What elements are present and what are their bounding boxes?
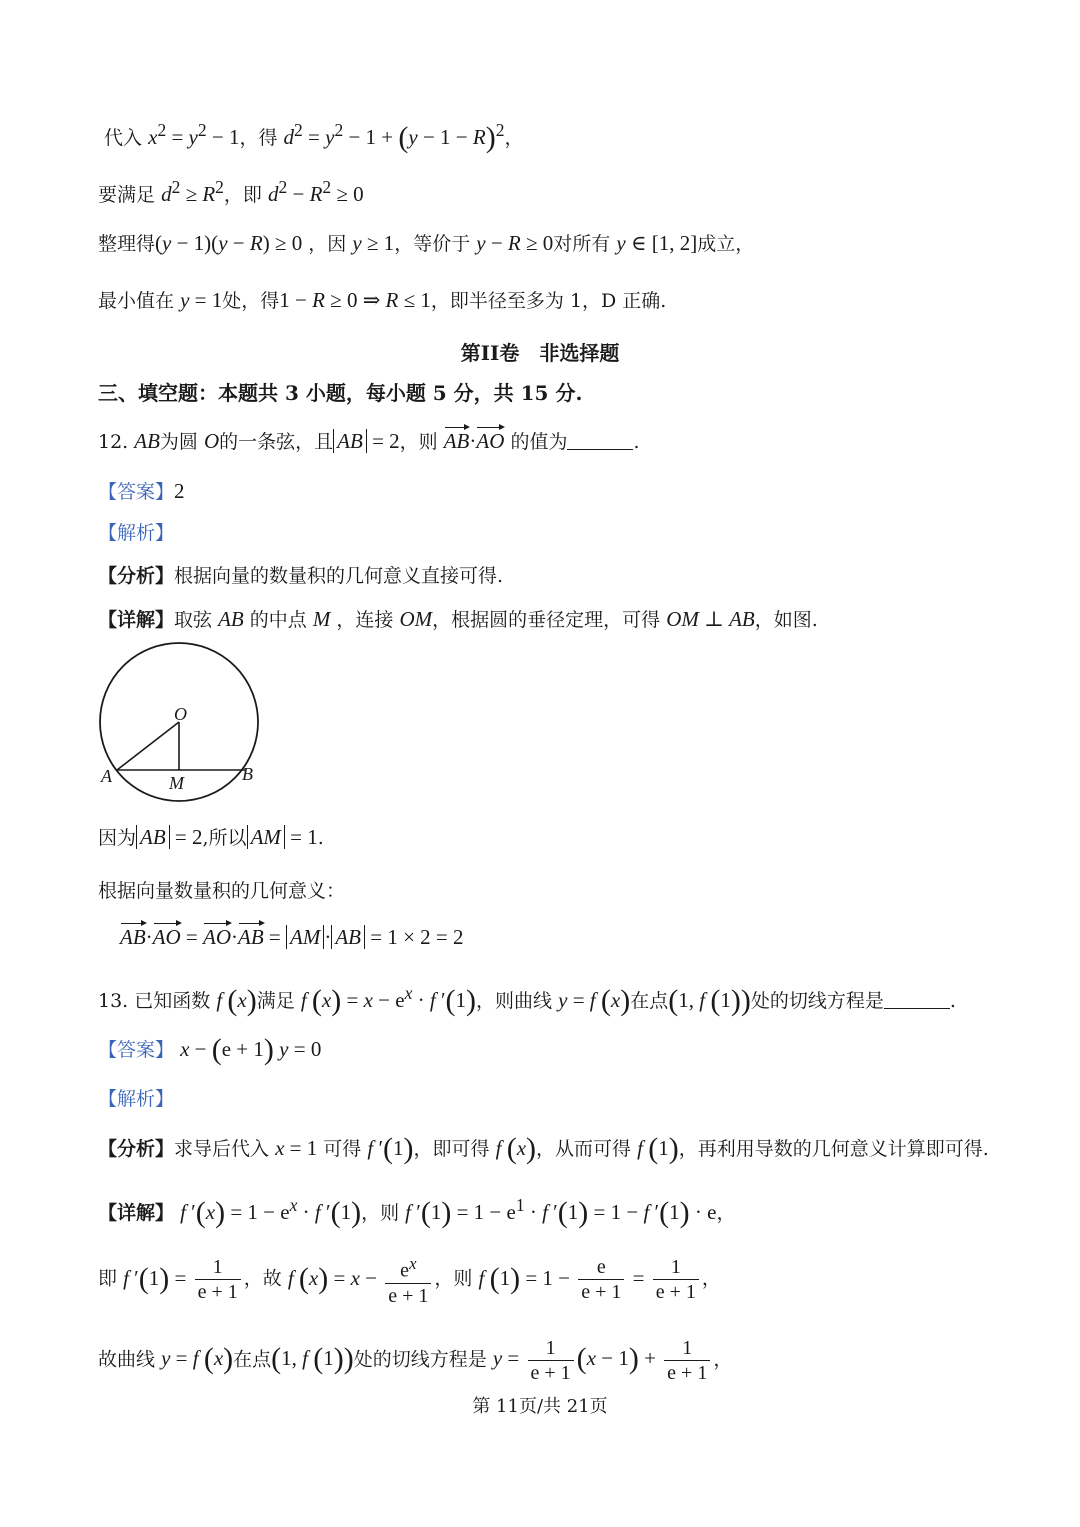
text: ，如图. <box>754 609 818 631</box>
text: 整理得 <box>98 233 156 255</box>
question-number: 13. <box>98 990 129 1012</box>
page-footer: 第 11页/共 21页 <box>472 1396 608 1417</box>
formula: (y − 1)(y − R) ≥ 0 <box>155 231 303 255</box>
formula: AM = 1 <box>247 825 318 849</box>
q12-analysis-tag: 【解析】 <box>98 522 175 544</box>
text: ，则曲线 <box>476 990 553 1012</box>
text: 即 <box>98 1267 118 1290</box>
q13-fenxi <box>98 1132 990 1165</box>
formula: f ′(1) = $\frac{1}{e + 1}$ <box>123 1266 244 1290</box>
q12-because: 因为 AB = 2,所以 AM = 1. <box>98 825 324 849</box>
answer-tag: 【答案】 <box>98 1039 175 1061</box>
q12-answer <box>98 478 990 505</box>
text: 根据向量的数量积的几何意义直接可得. <box>174 565 504 587</box>
formula: y − R ≥ 0 <box>476 231 554 255</box>
formula: M <box>312 607 331 631</box>
text: ，等价于 <box>394 233 471 255</box>
answer-value: 2 <box>174 479 185 503</box>
text: 处的切线方程是 <box>750 990 884 1012</box>
text: 取弦 <box>174 609 213 631</box>
question-12: 12. AB为圆 O的一条弦，且 AB = 2，则 AB·AO 的值为 . <box>98 429 640 453</box>
formula: y = f (x) <box>161 1342 234 1376</box>
q13-xiangjie: 【详解】 f $'(x) = 1 - e^x \cdot f$ ′(1)，则 f $'(1) = 1 - e^1 \cdot f$ ′(1) = 1 − f ′(1) · e， <box>98 1195 736 1229</box>
formula: x − (e + 1) y = 0 <box>180 1033 322 1066</box>
text: 满足 <box>256 990 295 1012</box>
text: ，再利用导数的几何意义计算即可得. <box>678 1138 989 1160</box>
formula: y = 1 <box>180 288 223 312</box>
formula: f (x) <box>216 984 257 1017</box>
formula: AB <box>134 429 160 453</box>
text: 的中点 <box>249 609 307 631</box>
label-a: A <box>101 766 112 786</box>
formula: 1 − R ≥ 0 ⇒ R ≤ 1 <box>279 288 431 312</box>
formula: y ≥ 1 <box>352 231 395 255</box>
q13-final: 故曲线 y = f (x)在点(1, f (1))处的切线方程是 y = $\frac{1}{e + 1}$ (x − 1) + $\frac{1}{e + 1}$ ， <box>98 1337 733 1384</box>
text: ，即可得 <box>413 1138 490 1160</box>
text: 因为 <box>98 827 137 849</box>
q13-answer <box>98 1033 990 1066</box>
formula: f $'(x) = 1 - e^x \cdot f$ ′(1) <box>180 1195 362 1229</box>
formula: f $(x) = x - e^x \cdot f$ ′(1) <box>300 983 477 1017</box>
text: ，即半径至多为 1，D 正确. <box>430 290 667 312</box>
formula: f (1) = 1 − $\frac{e}{e + 1}$ = $\frac{1}{e + 1}$ <box>478 1266 701 1290</box>
formula: f ′(1) <box>367 1132 414 1165</box>
section-heading: 三、填空题：本题共 3 小题，每小题 5 分，共 15 分. <box>98 381 583 405</box>
text: 的值为 <box>510 431 568 453</box>
formula: $d^2 \ge R^2$ <box>161 177 224 206</box>
question-13: 13. 已知函数 f (x)满足 f $(x) = x - e^x \cdot f$ ′(1)，则曲线 y = f (x)在点(1, f (1))处的切线方程是 . <box>98 983 956 1017</box>
formula: AB <box>218 607 244 631</box>
section-title: 第II卷 非选择题 <box>460 341 620 365</box>
formula: y = $\frac{1}{e + 1}$ (x − 1) + $\frac{1}{e + 1}$ <box>493 1346 714 1370</box>
formula: (1, f (1)) <box>668 984 751 1017</box>
formula: f (1) <box>637 1132 679 1165</box>
formula: AB·AO = AO·AB = AM · AB = 1 × 2 = 2 <box>120 925 464 949</box>
formula: $d^2 = y^2 - 1 + (y - 1 - R)^2$ <box>283 120 505 154</box>
label-o: O <box>174 704 187 724</box>
solution-line-2 <box>98 174 990 208</box>
formula: x = 1 <box>275 1136 318 1160</box>
text: ，即 <box>223 184 262 206</box>
text: 已知函数 <box>134 990 211 1012</box>
label-m: M <box>169 773 184 793</box>
text: 在点 <box>233 1348 272 1371</box>
text: 对所有 <box>553 233 611 255</box>
text: ，得 <box>239 127 278 149</box>
text: ，连接 <box>336 609 394 631</box>
segment-oa <box>117 722 179 770</box>
text: 求导后代入 <box>174 1138 270 1160</box>
formula: O <box>203 429 220 453</box>
q12-xiangjie <box>98 606 990 633</box>
formula: f $'(1) = 1 - e^1 \cdot f$ ′(1) = 1 − f ′(1) · e <box>405 1195 717 1229</box>
answer-tag: 【答案】 <box>98 481 175 503</box>
text: 成立， <box>697 233 755 255</box>
question-number: 12. <box>98 431 129 453</box>
formula: AB·AO <box>443 429 505 453</box>
solution-line-3 <box>98 230 990 257</box>
q12-result <box>120 924 990 951</box>
solution-line-1: 代入 $x^2 = y^2 - 1$，得 $d^2 = y^2 - 1 + (y - 1 - R)^2$， <box>104 120 524 154</box>
q12-geom: 根据向量数量积的几何意义： <box>98 880 346 902</box>
answer-blank <box>884 990 950 1009</box>
text: ，则 <box>434 1267 473 1290</box>
text: 要满足 <box>98 184 156 206</box>
formula: AB = 2 <box>136 825 203 849</box>
fenxi-tag: 【分析】 <box>98 1138 175 1160</box>
formula: f (x) = x − $\frac{e^x}{e + 1}$ <box>288 1266 435 1290</box>
q12-fenxi <box>98 563 990 589</box>
q13-derive: 即 f ′(1) = $\frac{1}{e + 1}$ ，故 f (x) = x − $\frac{e^x}{e + 1}$ ，则 f (1) = 1 − $\frac{e}{e + 1}$ = $\frac{1}{e + 1}$ ， <box>98 1254 721 1307</box>
text: ，根据圆的垂径定理，可得 <box>432 609 661 631</box>
text: 为圆 <box>159 431 198 453</box>
text: 代入 <box>104 127 143 149</box>
text: ,所以 <box>202 827 247 849</box>
text: ，从而可得 <box>536 1138 632 1160</box>
formula: f (x) <box>495 1132 537 1165</box>
formula: OM ⊥ AB <box>666 607 755 631</box>
text: ，则 <box>361 1202 400 1224</box>
text: 处，得 <box>222 290 280 312</box>
formula: AB = 2 <box>333 429 400 453</box>
label-b: B <box>242 764 253 784</box>
text: 的一条弦，且 <box>219 431 334 453</box>
formula: $d^2 - R^2 \ge 0$ <box>267 177 364 206</box>
text: 最小值在 <box>98 290 175 312</box>
q13-analysis-tag: 【解析】 <box>98 1088 175 1110</box>
text: 故曲线 <box>98 1348 156 1371</box>
text: ，故 <box>243 1267 282 1290</box>
formula: (1, f (1)) <box>271 1342 354 1376</box>
circle-diagram <box>95 640 275 810</box>
formula: $x^2 = y^2 - 1$ <box>148 120 240 149</box>
answer-blank <box>567 431 633 450</box>
text: 可得 <box>323 1138 362 1160</box>
text: ，因 <box>308 233 347 255</box>
fenxi-tag: 【分析】 <box>98 565 175 587</box>
xiangjie-tag: 【详解】 <box>98 609 175 631</box>
text: ，则 <box>399 431 438 453</box>
formula: OM <box>399 607 433 631</box>
solution-line-4 <box>98 287 990 314</box>
text: 在点 <box>630 990 669 1012</box>
formula: y = f (x) <box>558 984 631 1017</box>
text: 处的切线方程是 <box>353 1348 487 1371</box>
formula: y ∈ [1, 2] <box>616 231 698 255</box>
xiangjie-tag: 【详解】 <box>98 1202 175 1224</box>
